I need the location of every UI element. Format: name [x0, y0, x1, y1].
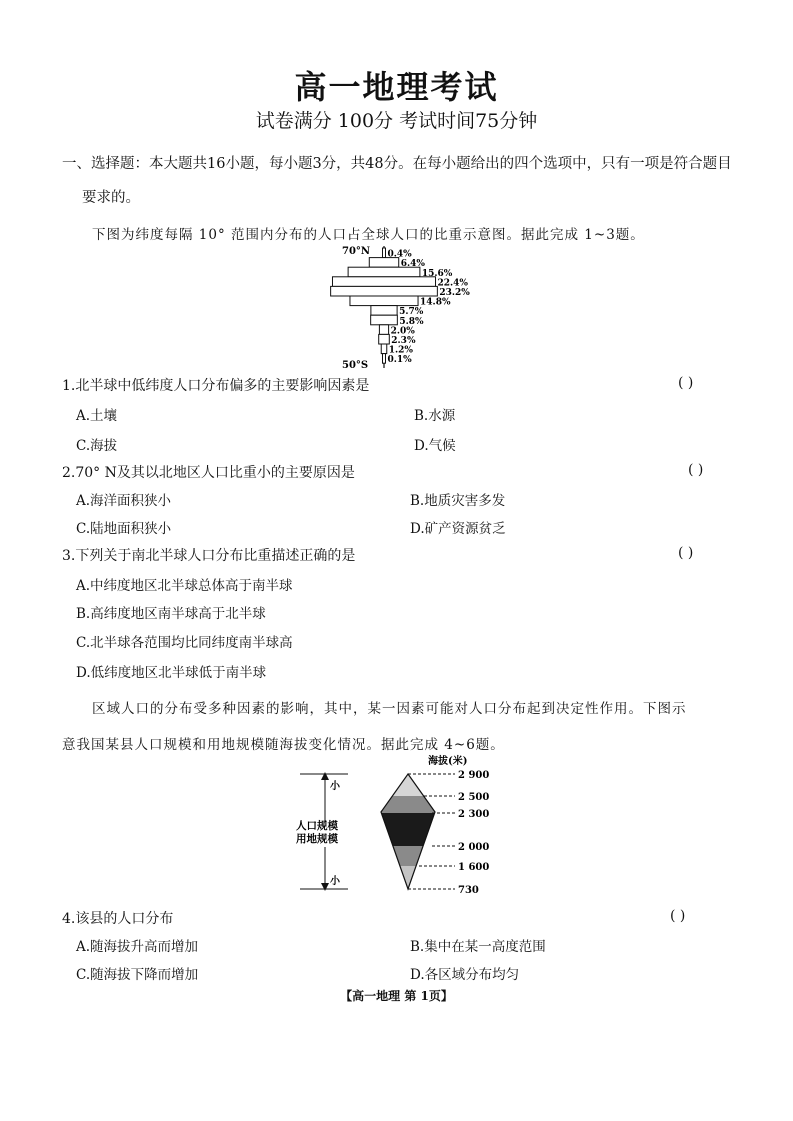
question-4-option-b[interactable]: B.集中在某一高度范围	[410, 939, 546, 955]
question-4-answer-blank[interactable]: ( )	[670, 908, 686, 924]
latitude-bar	[383, 354, 386, 364]
altitude-tick-label: 2 900	[458, 770, 490, 781]
question-3-option-d[interactable]: D.低纬度地区北半球低于南半球	[76, 665, 267, 681]
section-heading-line1: 一、选择题：本大题共16小题，每小题3分，共48分。在每小题给出的四个选项中，只有一项是符合题目	[62, 156, 732, 172]
question-2-option-d[interactable]: D.矿产资源贫乏	[410, 521, 506, 537]
exam-info: 试卷满分 100分 考试时间75分钟	[255, 110, 538, 132]
latitude-bar-label: 22.4%	[437, 278, 469, 289]
question-2-option-b[interactable]: B.地质灾害多发	[410, 493, 506, 509]
latitude-bar	[332, 277, 435, 287]
chart1-top-label: 70°N	[342, 246, 371, 257]
question-1-option-c[interactable]: C.海拔	[76, 438, 118, 454]
latitude-population-chart	[260, 240, 550, 375]
question-2-stem: 2.70° N及其以北地区人口比重小的主要原因是	[62, 465, 355, 481]
latitude-bar	[371, 315, 398, 325]
question-3-option-a[interactable]: A.中纬度地区北半球总体高于南半球	[76, 578, 293, 594]
land-scale-label: 用地规模	[296, 833, 338, 845]
latitude-bar	[379, 334, 390, 344]
altitude-tick-label: 2 500	[458, 792, 490, 803]
small-label-bottom: 小	[330, 876, 340, 887]
small-label-top: 小	[330, 781, 340, 792]
latitude-bar	[371, 306, 397, 316]
latitude-bar	[331, 286, 438, 296]
chart1-bottom-label: 50°S	[342, 360, 369, 371]
question-1-option-d[interactable]: D.气候	[414, 438, 456, 454]
question-4-option-c[interactable]: C.随海拔下降而增加	[76, 967, 199, 983]
band-730-1600	[370, 866, 450, 889]
band-2000-2300	[370, 813, 450, 846]
page-footer: 【高一地理 第 1页】	[340, 989, 453, 1003]
latitude-bar	[379, 325, 388, 335]
latitude-bar-label: 23.2%	[439, 288, 470, 298]
question-4-option-d[interactable]: D.各区域分布均匀	[410, 967, 520, 983]
population-scale-label: 人口规模	[296, 820, 338, 832]
question-1-stem: 1.北半球中低纬度人口分布偏多的主要影响因素是	[62, 378, 370, 394]
latitude-bar-label: 2.3%	[391, 336, 416, 346]
question-2-option-c[interactable]: C.陆地面积狭小	[76, 521, 172, 537]
question-3-option-c[interactable]: C.北半球各范围均比同纬度南半球高	[76, 635, 293, 651]
altitude-population-chart	[290, 752, 530, 902]
page-title: 高一地理考试	[294, 68, 499, 106]
question-3-answer-blank[interactable]: ( )	[678, 545, 694, 561]
question-1-answer-blank[interactable]: ( )	[678, 375, 694, 391]
latitude-bar	[350, 296, 418, 306]
question-1-option-b[interactable]: B.水源	[414, 408, 456, 424]
question-1-option-a[interactable]: A.土壤	[76, 408, 118, 424]
question-4-option-a[interactable]: A.随海拔升高而增加	[76, 939, 199, 955]
intro-2-line1: 区域人口的分布受多种因素的影响，其中，某一因素可能对人口分布起到决定性作用。下图示	[92, 701, 687, 717]
latitude-bar	[381, 344, 387, 354]
intro-1: 下图为纬度每隔 10° 范围内分布的人口占全球人口的比重示意图。据此完成 1~3题。	[92, 227, 645, 243]
question-4-stem: 4.该县的人口分布	[62, 911, 174, 927]
altitude-tick-label: 730	[458, 885, 479, 896]
question-3-stem: 3.下列关于南北半球人口分布比重描述正确的是	[62, 548, 356, 564]
latitude-bar-label: 0.4%	[387, 249, 412, 260]
altitude-tick-label: 2 300	[458, 809, 490, 820]
latitude-bar-label: 15.6%	[421, 268, 453, 279]
question-2-answer-blank[interactable]: ( )	[688, 462, 704, 478]
latitude-bar-label: 0.1%	[387, 355, 412, 366]
intro-2-line2: 意我国某县人口规模和用地规模随海拔变化情况。据此完成 4~6题。	[62, 737, 505, 753]
altitude-tick-label: 1 600	[458, 862, 490, 873]
altitude-axis-title: 海拔(米)	[428, 756, 468, 767]
latitude-bar-label: 2.0%	[390, 326, 415, 337]
altitude-tick-label: 2 000	[458, 842, 490, 853]
latitude-bar	[383, 248, 386, 258]
latitude-bar-label: 1.2%	[388, 345, 413, 356]
latitude-bar-label: 6.4%	[400, 259, 425, 270]
latitude-bar-label: 5.7%	[399, 307, 424, 318]
band-1600-2000	[370, 846, 450, 866]
latitude-bar-label: 14.8%	[420, 297, 451, 308]
section-heading-line2: 要求的。	[82, 190, 140, 206]
latitude-bar-label: 5.8%	[399, 316, 424, 327]
question-2-option-a[interactable]: A.海洋面积狭小	[76, 493, 172, 509]
question-3-option-b[interactable]: B.高纬度地区南半球高于北半球	[76, 606, 266, 622]
